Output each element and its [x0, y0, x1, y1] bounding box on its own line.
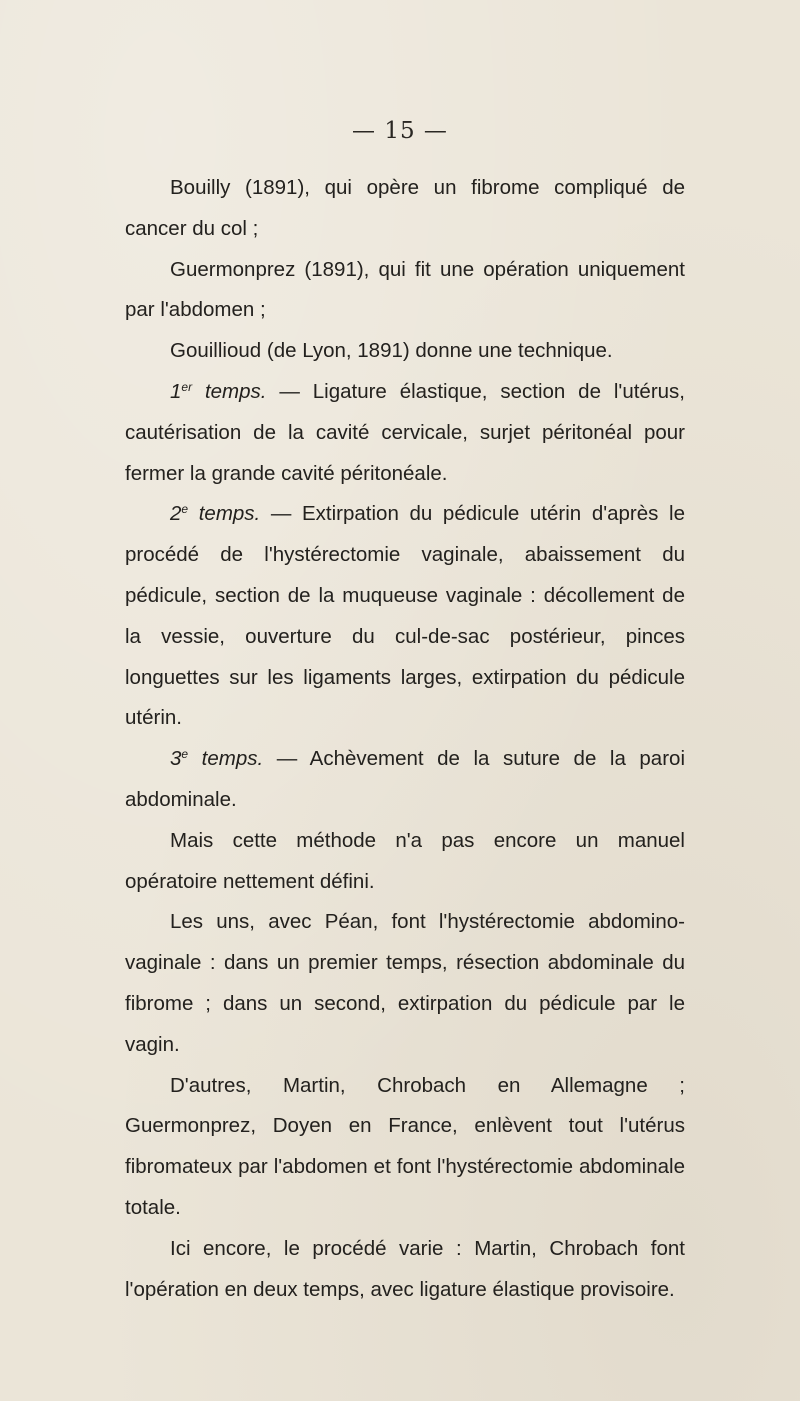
stage-label: temps. [188, 747, 264, 771]
paragraph-martin: D'autres, Martin, Chrobach en Allemagne ; Guermonprez, Doyen en France, enlèvent tout l'utérus fibromateux par l'abdomen et font l'hystérectomie abdominale totale. [125, 1073, 685, 1219]
paragraph-third-stage [125, 739, 685, 821]
paragraph-bouilly: Bouilly (1891), qui opère un fibrome compliqué de cancer du col ; [125, 176, 685, 240]
paragraph-pean: Les uns, avec Péan, font l'hystérectomie abdomino-vaginale : dans un premier temps, résection abdominale du fibrome ; dans un second, extirpation du pédicule par le vagin. [125, 910, 685, 1056]
paragraph-guermonprez: Guermonprez (1891), qui fit une opération uniquement par l'abdomen ; [125, 257, 685, 322]
stage-superscript: e [181, 746, 189, 761]
stage-number: 2 [170, 502, 182, 526]
body-text [125, 168, 685, 1310]
stage-text: — Extirpation du pédicule utérin d'après le procédé de l'hystérectomie vaginale, abaissement du pédicule, section de la muqueuse vaginale : décollement de la vessie, ouverture du cul-de-sac postérieur, pinces longuettes sur les ligaments larges, extirpation du pédicule utérin. [125, 502, 685, 730]
stage-number: 3 [170, 747, 182, 771]
stage-text: — Ligature élastique, section de l'utérus, cautérisation de la cavité cervicale, surjet péritonéal pour fermer la grande cavité péritonéale. [125, 379, 686, 485]
stage-label: temps. [188, 502, 261, 526]
paragraph-gouillioud: Gouillioud (de Lyon, 1891) donne une technique. [170, 339, 613, 363]
paragraph-first-stage [125, 372, 685, 494]
stage-label: temps. [192, 379, 267, 403]
stage-superscript: er [181, 379, 193, 394]
page-number: — 15 — [352, 118, 448, 144]
stage-superscript: e [181, 502, 189, 517]
paragraph-second-stage [125, 494, 685, 739]
stage-text: — Achèvement de la suture de la paroi abdominale. [125, 747, 685, 811]
paragraph-method: Mais cette méthode n'a pas encore un manuel opératoire nettement défini. [125, 828, 685, 893]
stage-number: 1 [170, 379, 182, 403]
paragraph-variation: Ici encore, le procédé varie : Martin, Chrobach font l'opération en deux temps, avec ligature élastique provisoire. [125, 1236, 685, 1301]
